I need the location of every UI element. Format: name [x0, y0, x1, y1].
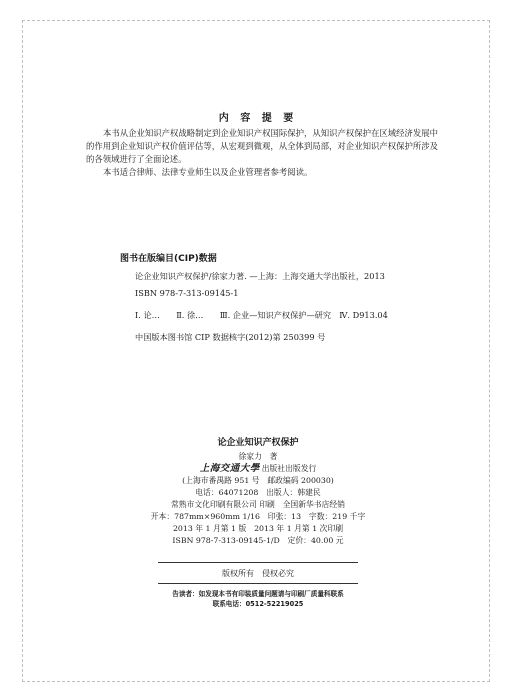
cip-subjects: Ⅰ. 论… Ⅱ. 徐… Ⅲ. 企业—知识产权保护—研究 Ⅳ. D913.04 — [135, 310, 388, 320]
publisher-address: (上海市番禺路 951 号 邮政编码 200030) — [182, 476, 334, 485]
cip-isbn: ISBN 978-7-313-09145-1 — [135, 288, 239, 298]
cip-record: 中国版本图书馆 CIP 数据核字(2012)第 250399 号 — [135, 332, 326, 342]
publisher-contact: 电话：64071208 出版人：韩建民 — [195, 488, 321, 497]
colophon — [0, 436, 516, 547]
cip-heading: 图书在版编目(CIP)数据 — [120, 254, 217, 264]
summary-heading: 内 容 提 要 — [218, 113, 298, 124]
summary-paragraph-1: 本书从企业知识产权战略制定到企业知识产权国际保护，从知识产权保护在区域经济发展中的作用到企业知识产权价值评估等，从宏观到微观，从全体到局部，对企业知识产权保护所涉及的各领域进行了全面论述。 — [86, 128, 438, 164]
printer-line: 常熟市文化印刷有限公司 印刷 全国新华书店经销 — [170, 500, 345, 509]
reader-notice — [0, 589, 516, 609]
isbn-price-line: ISBN 978-7-313-09145-1/D 定价：40.00 元 — [172, 536, 344, 545]
rights-reserved: 版权所有 侵权必究 — [222, 569, 294, 578]
publisher-line — [0, 463, 516, 475]
book-author: 徐家力 著 — [238, 452, 278, 461]
cip-title-line: 论企业知识产权保护/徐家力著. —上海：上海交通大学出版社，2013 — [135, 271, 385, 281]
notice-line-1: 告读者：如发现本书有印装质量问题请与印刷厂质量科联系 — [172, 590, 344, 598]
format-line: 开本：787mm×960mm 1/16 印张：13 字数：219 千字 — [150, 512, 366, 521]
notice-line-2: 联系电话：0512-52219025 — [212, 600, 304, 608]
summary-paragraph-2: 本书适合律师、法律专业师生以及企业管理者参考阅读。 — [103, 167, 313, 177]
divider-lower — [158, 583, 358, 584]
edition-line: 2013 年 1 月第 1 版 2013 年 1 月第 1 次印刷 — [172, 524, 344, 533]
cip-block — [120, 270, 390, 348]
publisher-text: 出版社出版发行 — [261, 464, 317, 473]
publisher-logo: 上海交通大學 — [199, 463, 260, 474]
divider-upper — [158, 562, 358, 563]
book-title: 论企业知识产权保护 — [217, 438, 299, 448]
summary-section — [86, 127, 438, 179]
